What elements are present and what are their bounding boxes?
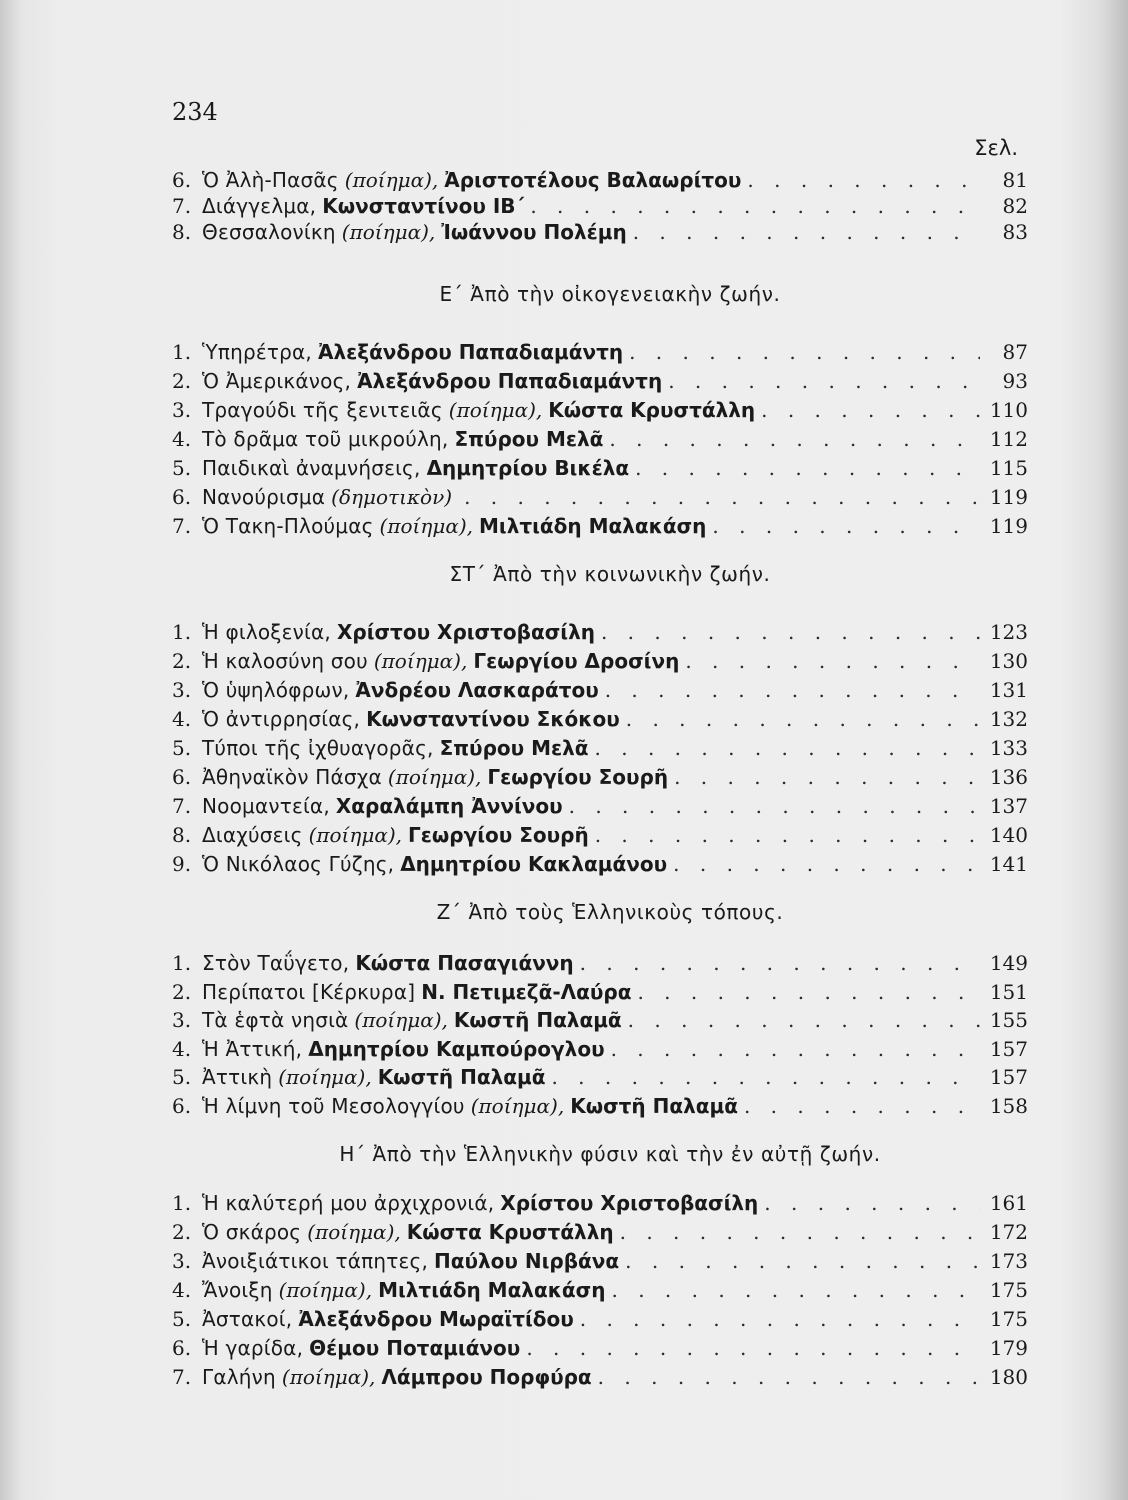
entry-author: Γεωργίου Σουρῆ xyxy=(408,823,589,847)
entry-title: Ὁ Ἀμερικάνος, xyxy=(202,369,352,393)
entry-page-number: 172 xyxy=(989,1220,1028,1244)
entry-page-number: 175 xyxy=(989,1307,1028,1331)
entry-text xyxy=(202,514,706,538)
page-number: 234 xyxy=(172,98,218,126)
dot-leader xyxy=(620,1220,980,1244)
dot-leader xyxy=(601,620,980,644)
dot-leader xyxy=(580,1307,980,1331)
entry-number: 9. xyxy=(172,852,192,876)
toc-entry xyxy=(172,1065,1028,1093)
entry-text xyxy=(202,707,620,731)
entry-number: 7. xyxy=(172,794,192,818)
entry-title: Ἡ καλύτερή μου ἀρχιχρονιά, xyxy=(202,1191,495,1215)
entry-title: Ἀνοιξιάτικοι τάπητες, xyxy=(202,1249,429,1273)
section-heading-z: Ζ΄ Ἀπὸ τοὺς Ἑλληνικοὺς τόπους. xyxy=(436,900,784,924)
dot-leader xyxy=(673,852,980,876)
entry-number: 8. xyxy=(172,220,192,244)
entry-author: Λάμπρου Πορφύρα xyxy=(381,1365,592,1389)
dot-leader xyxy=(551,1065,980,1089)
entry-title: Ἡ καλοσύνη σου xyxy=(202,649,368,673)
entry-note: (ποίημα), xyxy=(344,168,439,192)
entry-number: 4. xyxy=(172,1036,192,1061)
entry-number: 7. xyxy=(172,514,192,538)
dot-leader xyxy=(526,1336,980,1360)
toc-entry xyxy=(172,678,1028,706)
toc-entry xyxy=(172,1008,1028,1036)
entry-text xyxy=(202,168,741,192)
entry-author: Ἀλεξάνδρου Παπαδιαμάντη xyxy=(357,369,663,393)
entry-note: (ποίημα), xyxy=(308,823,403,847)
entry-note: (ποίημα), xyxy=(307,1220,401,1244)
entry-page-number: 93 xyxy=(1002,369,1028,393)
dot-leader xyxy=(674,765,980,789)
toc-entry xyxy=(172,794,1028,822)
toc-entry xyxy=(172,823,1028,851)
entry-number: 5. xyxy=(172,1065,192,1089)
entry-number: 3. xyxy=(172,1249,192,1273)
entry-text xyxy=(202,980,631,1004)
entry-note: (ποίημα), xyxy=(387,765,482,789)
entry-note: (ποίημα), xyxy=(354,1008,448,1032)
entry-page-number: 83 xyxy=(1002,220,1028,244)
toc-entry xyxy=(172,1249,1028,1277)
toc-entry xyxy=(172,398,1028,426)
entry-author: Σπύρου Μελᾶ xyxy=(454,427,604,451)
entry-page-number: 110 xyxy=(989,398,1028,422)
toc-entry xyxy=(172,1365,1028,1393)
entry-note: (δημοτικὸν) xyxy=(331,485,453,509)
entry-title: Νανούρισμα xyxy=(202,485,326,509)
entry-number: 7. xyxy=(172,1365,192,1389)
entry-number: 2. xyxy=(172,649,192,673)
entry-title: Τύποι τῆς ἰχθυαγορᾶς, xyxy=(202,736,434,760)
dot-leader xyxy=(595,736,980,760)
entry-text xyxy=(202,369,662,393)
entry-title: Γαλήνη xyxy=(202,1365,276,1389)
section-heading-h: Η΄ Ἀπὸ τὴν Ἑλληνικὴν φύσιν καὶ τὴν ἐν αὐτῇ ζωήν. xyxy=(339,1142,881,1166)
dot-leader xyxy=(712,514,980,538)
entry-page-number: 81 xyxy=(1002,168,1028,192)
entry-text xyxy=(202,736,589,760)
entry-page-number: 131 xyxy=(989,678,1028,702)
dot-leader xyxy=(635,456,980,480)
entry-author: Χαραλάμπη Ἀννίνου xyxy=(335,794,563,818)
entry-page-number: 119 xyxy=(989,514,1028,538)
entry-text xyxy=(202,485,458,509)
entry-page-number: 112 xyxy=(989,427,1028,451)
toc-entry xyxy=(172,852,1028,880)
entry-author: Ἀριστοτέλους Βαλαωρίτου xyxy=(444,168,742,192)
entry-text xyxy=(202,1037,605,1061)
entry-number: 8. xyxy=(172,823,192,847)
toc-entry xyxy=(172,1278,1028,1306)
entry-page-number: 155 xyxy=(989,1008,1028,1032)
entry-title: Ὁ ἀντιρρησίας, xyxy=(202,707,361,731)
entry-number: 6. xyxy=(172,1336,192,1360)
entry-page-number: 179 xyxy=(989,1336,1028,1360)
entry-page-number: 157 xyxy=(989,1036,1028,1061)
entry-title: Διάγγελμα, xyxy=(202,194,317,218)
entry-number: 5. xyxy=(172,1307,192,1331)
entry-author: Σπύρου Μελᾶ xyxy=(439,736,589,760)
dot-leader xyxy=(629,340,980,364)
toc-entry xyxy=(172,1307,1028,1335)
entry-title: Περίπατοι [Κέρκυρα] xyxy=(202,979,416,1004)
entry-author: Μιλτιάδη Μαλακάση xyxy=(378,1278,606,1302)
entry-text xyxy=(202,620,595,644)
entry-page-number: 130 xyxy=(989,649,1028,673)
dot-leader xyxy=(605,678,980,702)
entry-number: 2. xyxy=(172,369,192,393)
entry-text xyxy=(202,823,589,847)
toc-entry xyxy=(172,456,1028,484)
entry-title: Ἡ λίμνη τοῦ Μεσολογγίου xyxy=(202,1093,465,1118)
entry-title: Ἡ φιλοξενία, xyxy=(202,620,331,644)
entry-title: Τραγούδι τῆς ξενιτειᾶς xyxy=(202,398,443,422)
entry-author: Μιλτιάδη Μαλακάση xyxy=(479,514,707,538)
entry-author: Κώστα Κρυστάλλη xyxy=(406,1220,614,1244)
entry-page-number: 132 xyxy=(989,707,1028,731)
entry-page-number: 133 xyxy=(989,736,1028,760)
entry-page-number: 151 xyxy=(989,979,1028,1004)
entry-number: 6. xyxy=(172,1093,192,1118)
entry-number: 7. xyxy=(172,194,192,218)
entry-page-number: 136 xyxy=(989,765,1028,789)
toc-entry xyxy=(172,168,1028,196)
entry-title: Στὸν Ταΰγετο, xyxy=(202,951,350,975)
entry-author: Ἰωάννου Πολέμη xyxy=(441,220,627,244)
entry-number: 1. xyxy=(172,951,192,975)
dot-leader xyxy=(598,1365,980,1389)
toc-entry xyxy=(172,707,1028,735)
entry-author: Ἀλεξάνδρου Μωραϊτίδου xyxy=(298,1307,574,1331)
entry-author: Κωνσταντίνου ΙΒ΄ xyxy=(322,194,525,218)
entry-note: (ποίημα), xyxy=(470,1093,565,1118)
entry-page-number: 175 xyxy=(989,1278,1028,1302)
toc-entry xyxy=(172,340,1028,368)
toc-entry xyxy=(172,620,1028,648)
entry-title: Ὑπηρέτρα, xyxy=(202,340,312,364)
toc-entry xyxy=(172,736,1028,764)
entry-number: 2. xyxy=(172,1220,192,1244)
entry-text xyxy=(202,678,599,702)
entry-text xyxy=(202,794,563,818)
dot-leader xyxy=(580,951,980,975)
entry-author: Γεωργίου Δροσίνη xyxy=(473,649,680,673)
entry-title: Ἡ γαρίδα, xyxy=(202,1336,304,1360)
toc-entry xyxy=(172,765,1028,793)
dot-leader xyxy=(611,1037,980,1061)
entry-title: Ὁ ὑψηλόφρων, xyxy=(202,678,350,702)
entry-text xyxy=(202,220,627,244)
entry-text xyxy=(202,398,755,422)
entry-author: Δημητρίου Βικέλα xyxy=(426,456,630,480)
entry-page-number: 180 xyxy=(989,1365,1028,1389)
entry-page-number: 115 xyxy=(989,456,1028,480)
dot-leader xyxy=(464,485,980,509)
toc-entry xyxy=(172,980,1028,1008)
entry-note: (ποίημα), xyxy=(448,398,543,422)
entry-author: Κώστα Πασαγιάννη xyxy=(355,951,574,975)
entry-text xyxy=(202,1065,545,1089)
entry-text xyxy=(202,456,629,480)
entry-title: Ὁ Τακη-Πλούμας xyxy=(202,514,374,538)
section-heading-e: Ε΄ Ἀπὸ τὴν οἰκογενειακὴν ζωήν. xyxy=(439,282,781,306)
entry-title: Τὰ ἑφτὰ νησιὰ xyxy=(202,1008,349,1032)
entry-text xyxy=(202,340,623,364)
entry-text xyxy=(202,1249,619,1273)
toc-entry xyxy=(172,1336,1028,1364)
entry-text xyxy=(202,852,667,876)
entry-author: Ἀλεξάνδρου Παπαδιαμάντη xyxy=(317,340,624,364)
entry-note: (ποίημα), xyxy=(379,514,474,538)
dot-leader xyxy=(747,168,980,192)
dot-leader xyxy=(626,707,980,731)
entry-title: Παιδικαὶ ἀναμνήσεις, xyxy=(202,456,421,480)
entry-author: Κωστῆ Παλαμᾶ xyxy=(453,1008,622,1032)
section-heading-st: ΣΤ΄ Ἀπὸ τὴν κοινωνικὴν ζωήν. xyxy=(449,562,771,586)
dot-leader xyxy=(764,1191,980,1215)
entry-text xyxy=(202,951,574,975)
page-column-header: Σελ. xyxy=(974,136,1018,160)
toc-entry xyxy=(172,194,1028,222)
entry-number: 3. xyxy=(172,398,192,422)
entry-text xyxy=(202,1278,605,1302)
entry-title: Ὁ Ἀλὴ-Πασᾶς xyxy=(202,168,339,192)
dot-leader xyxy=(668,369,980,393)
entry-number: 2. xyxy=(172,979,192,1004)
entry-page-number: 161 xyxy=(989,1191,1028,1215)
entry-note: (ποίημα), xyxy=(373,649,468,673)
entry-author: Κωνσταντίνου Σκόκου xyxy=(366,707,620,731)
toc-entry xyxy=(172,514,1028,542)
entry-page-number: 140 xyxy=(989,823,1028,847)
entry-title: Ἀττικὴ xyxy=(202,1065,273,1089)
entry-number: 6. xyxy=(172,168,192,192)
entry-number: 4. xyxy=(172,427,192,451)
dot-leader xyxy=(761,398,980,422)
entry-page-number: 137 xyxy=(989,794,1028,818)
dot-leader xyxy=(611,1278,980,1302)
entry-text xyxy=(202,1191,758,1215)
entry-text xyxy=(202,1094,738,1118)
entry-author: Ν. Πετιμεζᾶ-Λαύρα xyxy=(421,979,632,1004)
entry-title: Διαχύσεις xyxy=(202,823,303,847)
entry-number: 5. xyxy=(172,456,192,480)
toc-entry xyxy=(172,649,1028,677)
entry-number: 1. xyxy=(172,340,192,364)
entry-title: Θεσσαλονίκη xyxy=(202,220,336,244)
entry-page-number: 82 xyxy=(1002,194,1028,218)
entry-page-number: 158 xyxy=(989,1093,1028,1118)
entry-author: Κωστῆ Παλαμᾶ xyxy=(377,1065,546,1089)
entry-title: Ὁ σκάρος xyxy=(202,1220,302,1244)
dot-leader xyxy=(685,649,980,673)
entry-page-number: 157 xyxy=(989,1065,1028,1089)
entry-page-number: 173 xyxy=(989,1249,1028,1273)
entry-author: Γεωργίου Σουρῆ xyxy=(487,765,669,789)
entry-title: Ἀθηναϊκὸν Πάσχα xyxy=(202,765,382,789)
entry-number: 4. xyxy=(172,1278,192,1302)
toc-entry xyxy=(172,427,1028,455)
toc-entry xyxy=(172,369,1028,397)
entry-number: 1. xyxy=(172,1191,192,1215)
dot-leader xyxy=(595,823,980,847)
dot-leader xyxy=(625,1249,980,1273)
dot-leader xyxy=(530,194,980,218)
entry-text xyxy=(202,194,524,218)
entry-number: 3. xyxy=(172,678,192,702)
entry-number: 1. xyxy=(172,620,192,644)
entry-text xyxy=(202,1336,520,1360)
toc-entry xyxy=(172,1094,1028,1122)
entry-text xyxy=(202,1220,614,1244)
toc-entry xyxy=(172,1220,1028,1248)
entry-author: Ἀνδρέου Λασκαράτου xyxy=(355,678,599,702)
toc-entry xyxy=(172,485,1028,513)
entry-number: 4. xyxy=(172,707,192,731)
entry-page-number: 149 xyxy=(989,951,1028,975)
dot-leader xyxy=(569,794,980,818)
entry-page-number: 141 xyxy=(989,852,1028,876)
entry-page-number: 87 xyxy=(1002,340,1028,364)
entry-author: Κωστῆ Παλαμᾶ xyxy=(570,1093,738,1118)
entry-author: Κώστα Κρυστάλλη xyxy=(548,398,756,422)
entry-text xyxy=(202,765,668,789)
entry-text xyxy=(202,1307,574,1331)
entry-text xyxy=(202,1365,592,1389)
dot-leader xyxy=(633,220,980,244)
entry-number: 3. xyxy=(172,1008,192,1032)
dot-leader xyxy=(744,1094,980,1118)
toc-entry xyxy=(172,220,1028,248)
dot-leader xyxy=(637,980,980,1004)
entry-text xyxy=(202,649,679,673)
entry-author: Θέμου Ποταμιάνου xyxy=(309,1336,521,1360)
entry-page-number: 123 xyxy=(989,620,1028,644)
entry-title: Ἡ Ἀττική, xyxy=(202,1036,303,1061)
entry-title: Τὸ δρᾶμα τοῦ μικρούλη, xyxy=(202,427,449,451)
entry-author: Χρίστου Χριστοβασίλη xyxy=(500,1191,759,1215)
entry-number: 5. xyxy=(172,736,192,760)
entry-page-number: 119 xyxy=(989,485,1028,509)
entry-author: Δημητρίου Καμπούρογλου xyxy=(308,1036,605,1061)
entry-note: (ποίημα), xyxy=(341,220,436,244)
entry-title: Νοομαντεία, xyxy=(202,794,330,818)
entry-author: Χρίστου Χριστοβασίλη xyxy=(336,620,595,644)
entry-author: Παύλου Νιρβάνα xyxy=(434,1249,620,1273)
entry-note: (ποίημα), xyxy=(278,1278,373,1302)
entry-note: (ποίημα), xyxy=(278,1065,372,1089)
entry-title: Ἄνοιξη xyxy=(202,1278,273,1302)
entry-text xyxy=(202,1008,622,1032)
entry-title: Ἀστακοί, xyxy=(202,1307,293,1331)
entry-number: 6. xyxy=(172,485,192,509)
toc-entry xyxy=(172,951,1028,979)
entry-number: 6. xyxy=(172,765,192,789)
entry-text xyxy=(202,427,603,451)
toc-entry xyxy=(172,1037,1028,1065)
entry-title: Ὁ Νικόλαος Γύζης, xyxy=(202,852,395,876)
dot-leader xyxy=(628,1008,980,1032)
toc-entry xyxy=(172,1191,1028,1219)
dot-leader xyxy=(609,427,980,451)
entry-author: Δημητρίου Κακλαμάνου xyxy=(400,852,668,876)
entry-note: (ποίημα), xyxy=(281,1365,376,1389)
